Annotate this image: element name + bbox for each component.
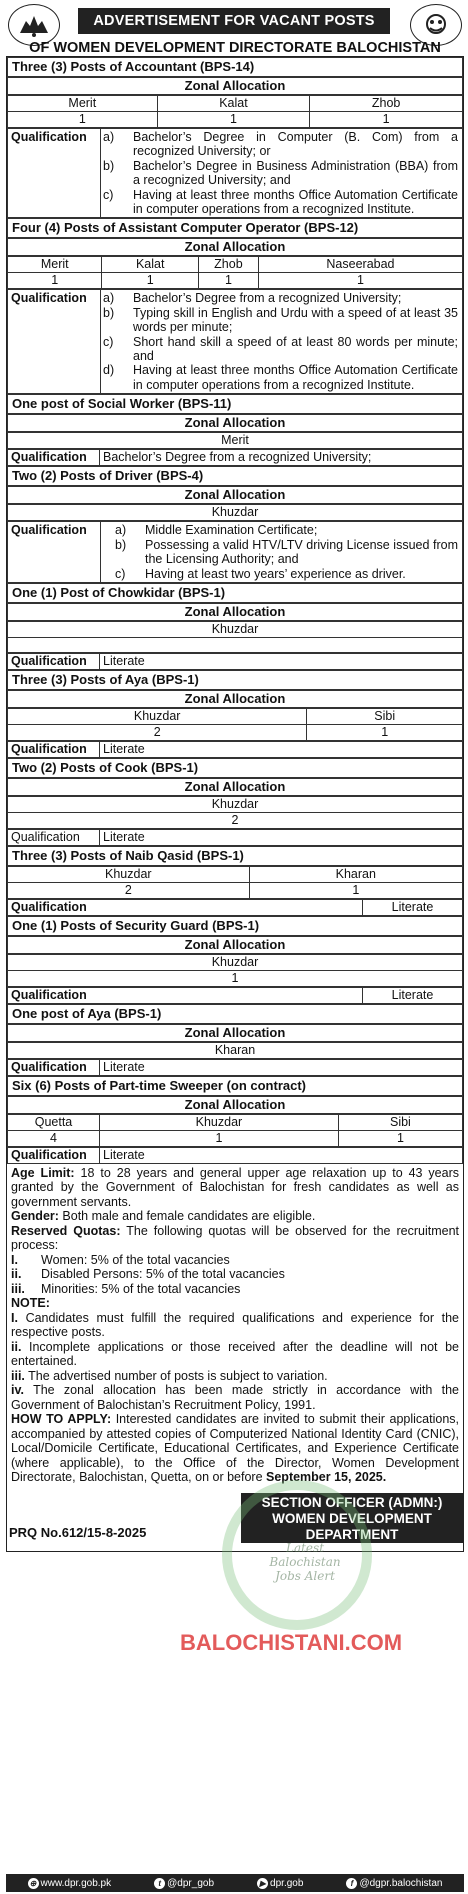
zone-cell: Khuzdar xyxy=(8,796,463,812)
footer xyxy=(7,1489,463,1551)
count-cell: 2 xyxy=(8,812,463,828)
count-cell: 1 xyxy=(102,273,198,289)
count-cell: 1 xyxy=(249,882,462,898)
qualification-text: Literate xyxy=(363,899,463,915)
item-marker: iii. xyxy=(11,1368,25,1383)
item-marker: a) xyxy=(103,130,115,144)
zone-cell: Merit xyxy=(8,96,158,112)
zone-cell: Zhob xyxy=(198,257,258,273)
naib-qasid-title: Three (3) Posts of Naib Qasid (BPS-1) xyxy=(7,846,463,866)
zone-cell: Sibi xyxy=(338,1114,462,1130)
zonal-allocation-heading: Zonal Allocation xyxy=(7,936,463,954)
item-marker: b) xyxy=(103,158,115,173)
qualification-label: Qualification xyxy=(8,987,363,1003)
accountant-allocation xyxy=(7,95,463,128)
zonal-allocation-heading: Zonal Allocation xyxy=(7,238,463,256)
watermark-text: Latest Balochistan Jobs Alert xyxy=(269,1541,341,1583)
age-label: Age Limit: xyxy=(11,1165,75,1180)
zone-cell: Kharan xyxy=(249,866,462,882)
youtube-icon: ▶ xyxy=(257,1878,268,1889)
zonal-allocation-heading: Zonal Allocation xyxy=(7,77,463,95)
chowkidar-title: One (1) Post of Chowkidar (BPS-1) xyxy=(7,583,463,603)
count-cell: 1 xyxy=(8,273,102,289)
item-text: Typing skill in English and Urdu with a speed of at least 35 words per minute; xyxy=(133,305,458,335)
item-marker: c) xyxy=(115,566,126,581)
zone-cell: Zhob xyxy=(310,96,463,112)
zonal-allocation-heading: Zonal Allocation xyxy=(7,1096,463,1114)
qualification-label: Qualification xyxy=(11,291,87,306)
item-text: Bachelor’s Degree from a recognized University; xyxy=(133,291,402,306)
facebook-icon: f xyxy=(346,1878,357,1889)
zone-cell: Khuzdar xyxy=(100,1114,339,1130)
count-cell: 2 xyxy=(8,724,307,740)
item-text: Having at least three months Office Automation Certificate in computer operations from a recognized Institute. xyxy=(133,363,458,392)
item-text: Bachelor’s Degree in Business Administration (BBA) from a recognized University; and xyxy=(133,158,458,188)
zonal-allocation-heading: Zonal Allocation xyxy=(7,603,463,621)
zone-cell: Quetta xyxy=(8,1114,100,1130)
advertisement-page xyxy=(6,0,464,1894)
qualification-text: Literate xyxy=(100,1147,463,1163)
note-item: The zonal allocation has been made strictly in accordance with the Government of Balochistan’s Recruitment Policy, 1991. xyxy=(11,1383,459,1412)
qualification-text: Literate xyxy=(363,987,463,1003)
zone-cell: Kalat xyxy=(157,96,310,112)
item-text: Middle Examination Certificate; xyxy=(145,523,318,538)
directorate-title: OF WOMEN DEVELOPMENT DIRECTORATE BALOCHISTAN xyxy=(29,40,441,56)
item-marker: I. xyxy=(11,1310,18,1325)
twitter-link[interactable]: t @dpr_gob xyxy=(154,1878,214,1889)
zonal-allocation-heading: Zonal Allocation xyxy=(7,1024,463,1042)
qualification-label: Qualification xyxy=(8,1147,100,1163)
note-item: The advertised number of posts is subject to variation. xyxy=(28,1368,328,1383)
item-marker: d) xyxy=(103,363,115,378)
item-marker: iv. xyxy=(11,1383,24,1398)
count-cell: 1 xyxy=(258,273,462,289)
qualification-text: Literate xyxy=(100,741,463,757)
qualification-label: Qualification xyxy=(8,1059,100,1075)
qualification-text: Literate xyxy=(100,829,463,845)
signature-block xyxy=(241,1493,463,1543)
qualification-label: Qualification xyxy=(11,523,87,538)
zone-cell: Khuzdar xyxy=(8,505,463,521)
quota-item: Minorities: 5% of the total vacancies xyxy=(41,1281,241,1296)
zone-cell: Khuzdar xyxy=(8,621,463,637)
signature-line: SECTION OFFICER (ADMN:) xyxy=(261,1494,443,1510)
item-marker: a) xyxy=(115,523,127,538)
qualification-label: Qualification xyxy=(8,899,363,915)
count-cell: 1 xyxy=(338,1130,462,1146)
aco-title: Four (4) Posts of Assistant Computer Operator (BPS-12) xyxy=(7,218,463,238)
twitter-icon: t xyxy=(154,1878,165,1889)
social-worker-title: One post of Social Worker (BPS-11) xyxy=(7,394,463,414)
zone-cell: Kharan xyxy=(8,1042,463,1058)
qualification-label: Qualification xyxy=(8,450,100,466)
item-text: Bachelor’s Degree in Computer (B. Com) from a recognized University; or xyxy=(133,130,458,159)
zone-cell: Naseerabad xyxy=(258,257,462,273)
aco-qualification xyxy=(7,289,463,394)
signature-line: DEPARTMENT xyxy=(305,1526,399,1542)
qualification-label: Qualification xyxy=(8,653,100,669)
count-cell: 1 xyxy=(8,112,158,128)
item-marker: c) xyxy=(103,334,114,349)
aco-allocation xyxy=(7,256,463,289)
count-cell: 4 xyxy=(8,1130,100,1146)
gender-label: Gender: xyxy=(11,1209,59,1224)
apply-label: HOW TO APPLY: xyxy=(11,1412,112,1427)
zone-cell: Sibi xyxy=(307,708,463,724)
count-cell: 1 xyxy=(157,112,310,128)
quota-item: Disabled Persons: 5% of the total vacancies xyxy=(41,1267,285,1282)
count-cell: 2 xyxy=(8,882,250,898)
zone-cell: Khuzdar xyxy=(8,708,307,724)
website-link[interactable]: ⊕ www.dpr.gob.pk xyxy=(28,1878,112,1889)
count-cell: 1 xyxy=(8,970,463,986)
signature-line: WOMEN DEVELOPMENT xyxy=(272,1510,432,1526)
zonal-allocation-heading: Zonal Allocation xyxy=(7,690,463,708)
item-text: Having at least three months Office Automation Certificate in computer operations from a recognized Institute. xyxy=(133,187,458,217)
item-marker: b) xyxy=(103,305,115,320)
zonal-allocation-heading: Zonal Allocation xyxy=(7,778,463,796)
qualification-text: Literate xyxy=(100,1059,463,1075)
globe-icon: ⊕ xyxy=(28,1878,39,1889)
social-bar xyxy=(6,1874,464,1892)
count-cell: 1 xyxy=(310,112,463,128)
accountant-qualification xyxy=(7,128,463,218)
aya-one-title: One post of Aya (BPS-1) xyxy=(7,1004,463,1024)
youtube-link[interactable]: ▶ dpr.gob xyxy=(257,1878,303,1889)
zone-cell: Khuzdar xyxy=(8,954,463,970)
item-marker: iii. xyxy=(11,1281,25,1296)
qualification-label: Qualification xyxy=(8,829,100,845)
item-text: Possessing a valid HTV/LTV driving License issued from the Licensing Authority; and xyxy=(145,537,458,567)
watermark-site: BALOCHISTANI.COM xyxy=(180,1630,403,1655)
cook-title: Two (2) Posts of Cook (BPS-1) xyxy=(7,758,463,778)
item-marker: b) xyxy=(115,537,127,552)
item-marker: c) xyxy=(103,187,114,202)
quota-text: The following quotas will be observed for the recruitment process: xyxy=(11,1223,459,1253)
item-text: Short hand skill a speed of at least 80 words per minute; and xyxy=(133,334,458,364)
item-marker: ii. xyxy=(11,1339,22,1354)
advertisement-banner: ADVERTISEMENT FOR VACANT POSTS xyxy=(78,8,390,34)
header xyxy=(6,0,464,56)
gender-text: Both male and female candidates are eligible. xyxy=(62,1209,316,1224)
item-marker: I. xyxy=(11,1252,18,1267)
qualification-label: Qualification xyxy=(11,130,87,144)
accountant-title: Three (3) Posts of Accountant (BPS-14) xyxy=(7,57,463,77)
posts-table xyxy=(6,56,464,1552)
item-marker: ii. xyxy=(11,1267,22,1282)
zonal-allocation-heading: Zonal Allocation xyxy=(7,486,463,504)
security-guard-title: One (1) Posts of Security Guard (BPS-1) xyxy=(7,916,463,936)
deadline: September 15, 2025. xyxy=(266,1470,387,1485)
zone-cell: Kalat xyxy=(102,257,198,273)
qualification-text: Bachelor’s Degree from a recognized University; xyxy=(100,450,463,466)
count-cell: 1 xyxy=(307,724,463,740)
item-marker: a) xyxy=(103,291,115,306)
notes-section xyxy=(7,1164,463,1487)
apply-text: Interested candidates are invited to submit their applications, accompanied by attested copies of Computerized National Identity Card (CNIC), Local/Domicile Certificate, Educational Certificates, and Experience Certificate (where applicable), to the Office of the Director, Women Development Directorate, Balochistan, Quetta, on or before xyxy=(11,1412,459,1485)
count-cell: 1 xyxy=(198,273,258,289)
qualification-text: Literate xyxy=(100,653,463,669)
zone-cell: Khuzdar xyxy=(8,866,250,882)
note-item: Candidates must fulfill the required qualifications and experience for the respective posts. xyxy=(11,1310,459,1340)
zonal-allocation-heading: Zonal Allocation xyxy=(7,414,463,432)
note-label: NOTE: xyxy=(11,1296,50,1311)
item-text: Having at least two years’ experience as driver. xyxy=(145,566,406,581)
qualification-label: Qualification xyxy=(8,741,100,757)
aya-three-title: Three (3) Posts of Aya (BPS-1) xyxy=(7,670,463,690)
prq-number: PRQ No.612/15-8-2025 xyxy=(9,1524,147,1540)
zone-cell: Merit xyxy=(8,257,102,273)
driver-qualification xyxy=(7,521,463,583)
note-item: Incomplete applications or those received after the deadline will not be entertained. xyxy=(11,1339,459,1369)
facebook-link[interactable]: f @dgpr.balochistan xyxy=(346,1878,442,1889)
count-cell: 1 xyxy=(100,1130,339,1146)
quota-item: Women: 5% of the total vacancies xyxy=(41,1252,230,1267)
quota-label: Reserved Quotas: xyxy=(11,1223,121,1238)
zone-cell: Merit xyxy=(8,433,463,449)
driver-title: Two (2) Posts of Driver (BPS-4) xyxy=(7,466,463,486)
age-text: 18 to 28 years and general upper age relaxation up to 43 years granted by the Government of Balochistan for fresh candidates as well as government servants. xyxy=(11,1165,459,1209)
sweeper-title: Six (6) Posts of Part-time Sweeper (on contract) xyxy=(7,1076,463,1096)
